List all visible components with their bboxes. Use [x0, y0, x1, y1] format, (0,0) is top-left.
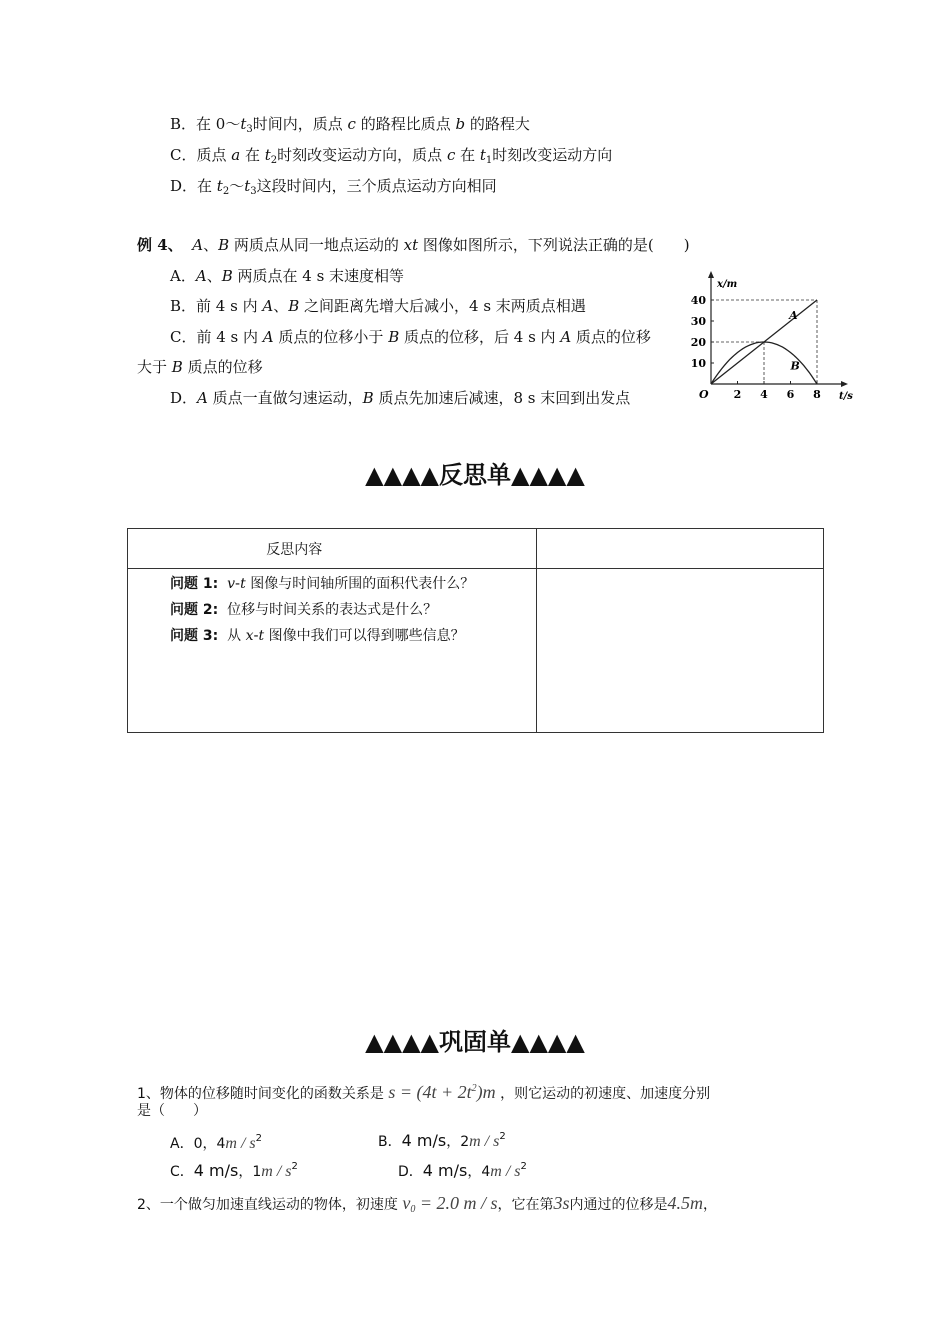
- x-tick-label: 8: [813, 388, 821, 401]
- example-4-option-c: C．前 4 s 内 A 质点的位移小于 B 质点的位移，后 4 s 内 A 质点的位移: [170, 328, 651, 346]
- y-tick-label: 40: [690, 294, 706, 307]
- reflection-question-3: 问题 3: 从 x-t 图像中我们可以得到哪些信息？: [170, 628, 465, 644]
- q1-option-c: C．4 m/s，$1m / s^2$: [170, 1161, 298, 1180]
- example-4-option-b: B．前 4 s 内 A、B 之间距离先增大后减小，4 s 末两质点相遇: [170, 297, 586, 315]
- consolidation-q1-line1: 1、物体的位移随时间变化的函数关系是 $s = (4t + 2t^2)m$ ，则它运动的初速度、加速度分别: [137, 1082, 711, 1102]
- q1-option-d: D．4 m/s，$4m / s^2$: [398, 1161, 527, 1180]
- y-axis-arrow: [708, 271, 714, 278]
- reflection-question-2: 问题 2: 位移与时间关系的表达式是什么？: [170, 602, 438, 618]
- reflection-answer-cell[interactable]: [537, 569, 824, 733]
- reflection-table: [127, 528, 824, 733]
- reflection-questions-cell: [128, 569, 537, 733]
- prev-option-d: D．在 $t_2\sim t_3$这段时间内，三个质点运动方向相同: [170, 177, 497, 197]
- series-b-label: B: [790, 359, 800, 373]
- x-axis-arrow: [841, 381, 848, 387]
- series-a-label: A: [789, 308, 798, 322]
- xt-graph: [683, 268, 853, 410]
- y-tick-label: 10: [690, 357, 706, 370]
- reflection-heading: ▲▲▲▲反思单▲▲▲▲: [365, 461, 585, 489]
- reflection-header-left: 反思内容: [128, 529, 537, 569]
- reflection-question-1: 问题 1: v-t 图像与时间轴所围的面积代表什么？: [170, 576, 475, 592]
- q1-option-a: A．0，$4m / s^2$: [170, 1133, 263, 1152]
- q2-initial-velocity: $v_0 = 2.0$ m / s: [402, 1193, 498, 1215]
- q1-option-b: B．4 m/s，$2m / s^2$: [378, 1131, 506, 1150]
- y-tick-label: 30: [690, 315, 706, 328]
- consolidation-heading: ▲▲▲▲巩固单▲▲▲▲: [365, 1028, 585, 1056]
- prev-option-b: B．在 $0\sim t_3$时间内，质点 c 的路程比质点 b 的路程大: [170, 115, 530, 135]
- reflection-header-right: [537, 529, 824, 569]
- consolidation-q1-line2: 是（ ）: [137, 1103, 207, 1119]
- y-axis-label: x/m: [717, 279, 738, 290]
- example-4-option-a: A．A、B 两质点在 4 s 末速度相等: [170, 267, 405, 285]
- x-tick-label: 6: [786, 388, 795, 401]
- x-tick-label: 2: [733, 388, 742, 401]
- consolidation-q2: 2、一个做匀加速直线运动的物体，初速度 $v_0 = 2.0$ m / s，它在第3s内通过的位移是4.5m，: [137, 1193, 718, 1215]
- y-tick-label: 20: [690, 336, 706, 349]
- example-4-option-d: D．A 质点一直做匀速运动，B 质点先加速后减速，8 s 末回到出发点: [170, 389, 631, 407]
- x-tick-label: 4: [760, 388, 768, 401]
- prev-option-c: C．质点 a 在 $t_2$时刻改变运动方向，质点 c 在 $t_1$时刻改变运动方向: [170, 146, 613, 166]
- x-axis-label: t/s: [839, 391, 853, 402]
- q1-formula: $s = (4t + 2t^2)m$: [388, 1082, 496, 1102]
- origin-label: O: [699, 388, 709, 401]
- example-4-option-c-cont: 大于 B 质点的位移: [137, 358, 263, 376]
- example-4-stem: 例 4、 A、B 两质点从同一地点运动的 xt 图像如图所示，下列说法正确的是( ): [137, 236, 690, 254]
